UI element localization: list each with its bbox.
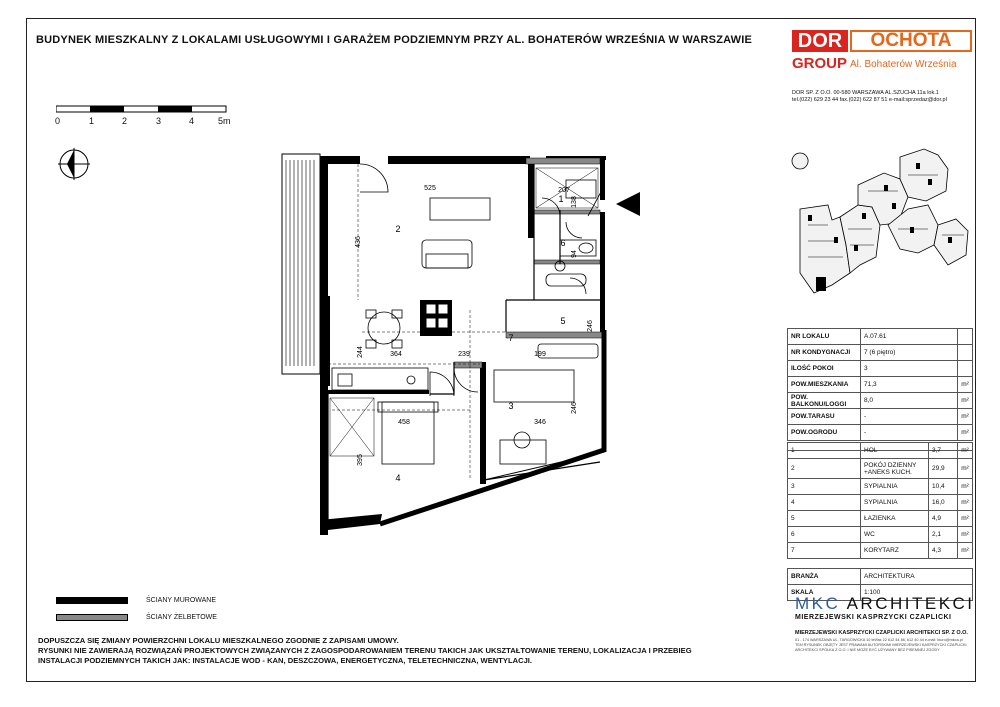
room-unit: m² — [958, 479, 973, 495]
room-number-6: 6 — [560, 238, 566, 248]
dimension: 239 — [458, 351, 470, 358]
table-row — [788, 329, 973, 345]
architect-small-print: 01 - 174 WARSZAWA UL. TARGOWICKA 10 tel/fax 22 612 44 86, 612 40 44 e-mail: biuro@mkca.pl TEN RYSUNEK OBJĘTY JEST PRAWAMI AUTORSKIMI MIERZEJEWSKI KASPRZYCKI CZAPLICKI ARCHITEKCI SPÓŁKA Z O.O. I NIE MOŻE BYĆ UŻYWANY BEZ PISEMNEJ ZGODY — [795, 638, 967, 652]
legend-masonry — [56, 597, 216, 604]
architect-names: MIERZEJEWSKI KASPRZYCKI CZAPLICKI — [795, 614, 952, 621]
table-row — [788, 543, 973, 559]
room-unit: m² — [958, 459, 973, 479]
table-row — [788, 459, 973, 479]
notes — [38, 636, 692, 666]
table-row — [788, 569, 973, 585]
info-unit — [958, 345, 973, 361]
room-number: 1 — [788, 443, 861, 459]
sheet-title: BUDYNEK MIESZKALNY Z LOKALAMI USŁUGOWYMI I GARAŻEM PODZIEMNYM PRZY AL. BOHATERÓW WRZEŚNIA W WARSZAWIE — [36, 34, 753, 46]
room-number-4: 4 — [395, 473, 401, 483]
architect-firm: MIERZEJEWSKI KASPRZYCKI CZAPLICKI ARCHITEKCI SP. Z O.O. — [795, 630, 968, 636]
contact-info — [792, 90, 947, 104]
dimension: 207 — [558, 187, 570, 194]
room-number: 3 — [788, 479, 861, 495]
table-row — [788, 377, 973, 393]
info-label: POW.OGRODU — [788, 425, 861, 441]
dimension: 199 — [534, 351, 546, 358]
room-unit: m² — [958, 495, 973, 511]
room-number: 5 — [788, 511, 861, 527]
legend-swatch-black — [56, 597, 128, 604]
skala-label: SKALA — [788, 585, 861, 601]
furniture — [332, 180, 598, 464]
info-label: ILOŚĆ POKOI — [788, 361, 861, 377]
scale-label: 1 — [89, 116, 95, 126]
architekci-word: ARCHITEKCI — [846, 594, 975, 613]
logo-street: Al. Bohaterów Września — [850, 59, 957, 70]
spacer-cell — [788, 559, 973, 569]
dimension: 246 — [587, 320, 594, 332]
room-area: 4,3 — [929, 543, 958, 559]
contact-line: DOR SP. Z O.O. 00-580 WARSZAWA AL.SZUCHA 11a lok.1 — [792, 90, 939, 96]
info-value: - — [861, 409, 958, 425]
scale-label: 3 — [156, 116, 162, 126]
balcony — [282, 154, 320, 374]
scale-bar — [56, 104, 236, 116]
room-number-7: 7 — [508, 333, 514, 343]
table-spacer — [788, 559, 973, 569]
table-row — [788, 479, 973, 495]
table-row — [788, 361, 973, 377]
info-label: NR LOKALU — [788, 329, 861, 345]
room-name: ŁAZIENKA — [861, 511, 929, 527]
exterior-diagonal-wall — [380, 330, 604, 524]
room-name: HOL — [861, 443, 929, 459]
note-line: INSTALACJI PODZIEMNYCH TAKICH JAK: INSTALACJE WOD - KAN, DESZCZOWA, ENERGETYCZNA, TELETECHNICZNA, WENTYLACJI. — [38, 656, 533, 665]
dimension: 436 — [355, 236, 362, 248]
legend-concrete — [56, 614, 217, 621]
room-number-2: 2 — [395, 224, 401, 234]
dimension: 525 — [424, 185, 436, 192]
info-value: 3 — [861, 361, 958, 377]
entrance-arrow-icon — [616, 192, 640, 216]
info-value: - — [861, 425, 958, 441]
room-area: 16,0 — [929, 495, 958, 511]
mkc-logo — [795, 594, 975, 614]
info-value: 71,3 — [861, 377, 958, 393]
note-line: RYSUNKI NIE ZAWIERAJĄ ROZWIĄZAŃ PROJEKTOWYCH ZWIĄZANYCH Z ZAGOSPODAROWANIEM TERENU TAKICH JAK UKSZTAŁTOWANIE TERENU, LOKALIZACJA I PRZEBIEG — [38, 646, 692, 655]
table-row — [788, 527, 973, 543]
scale-label: 2 — [122, 116, 128, 126]
dimension: 395 — [357, 454, 364, 466]
room-number-3: 3 — [508, 401, 514, 411]
info-value: A.07.61 — [861, 329, 958, 345]
room-area: 4,9 — [929, 511, 958, 527]
branza-label: BRANŻA — [788, 569, 861, 585]
room-unit: m² — [958, 527, 973, 543]
room-number: 6 — [788, 527, 861, 543]
table-row — [788, 409, 973, 425]
key-plan — [788, 145, 974, 300]
room-unit: m² — [958, 543, 973, 559]
branza-value: ARCHITEKTURA — [861, 569, 973, 585]
room-area: 29,9 — [929, 459, 958, 479]
table-row — [788, 495, 973, 511]
room-name: SYPIALNIA — [861, 479, 929, 495]
room-number: 2 — [788, 459, 861, 479]
info-value: 8,0 — [861, 393, 958, 409]
room-list-table — [787, 442, 973, 601]
scale-label: 0 — [55, 116, 61, 126]
room-area: 10,4 — [929, 479, 958, 495]
dimension: 138 — [571, 196, 578, 208]
table-row — [788, 443, 973, 459]
scale-label: 4 — [189, 116, 195, 126]
info-value: 7 (6 piętro) — [861, 345, 958, 361]
info-unit: m² — [958, 393, 973, 409]
table-row — [788, 511, 973, 527]
room-unit: m² — [958, 511, 973, 527]
apartment-info-table — [787, 328, 973, 451]
dimension: 364 — [390, 351, 402, 358]
info-unit: m² — [958, 409, 973, 425]
info-unit: m² — [958, 377, 973, 393]
room-unit: m² — [958, 443, 973, 459]
dimension: 246 — [571, 402, 578, 414]
info-label: NR KONDYGNACJI — [788, 345, 861, 361]
logo-dor: DOR — [792, 30, 848, 52]
mkc-letters: MKC — [795, 594, 841, 613]
skala-value: 1:100 — [861, 585, 973, 601]
room-area: 2,1 — [929, 527, 958, 543]
info-label: POW. BALKONU/LOGGI — [788, 393, 861, 409]
info-label: POW.TARASU — [788, 409, 861, 425]
room-number: 7 — [788, 543, 861, 559]
dimension: 458 — [398, 419, 410, 426]
room-name: SYPIALNIA — [861, 495, 929, 511]
window-line — [484, 452, 604, 480]
table-row — [788, 345, 973, 361]
room-name: KORYTARZ — [861, 543, 929, 559]
doors — [360, 164, 602, 396]
info-label: POW.MIESZKANIA — [788, 377, 861, 393]
floor-plan — [270, 150, 650, 535]
info-unit — [958, 329, 973, 345]
contact-line: tel.(022) 629 23 44 fax.(022) 622 87 51 e-mail:sprzedaz@dor.pl — [792, 97, 947, 103]
compass-icon — [58, 144, 94, 184]
scale-label: 5m — [218, 116, 231, 126]
room-name: WC — [861, 527, 929, 543]
room-number-1: 1 — [558, 194, 564, 204]
note-line: DOPUSZCZA SIĘ ZMIANY POWIERZCHNI LOKALU MIESZKALNEGO ZGODNIE Z ZAPISAMI UMOWY. — [38, 636, 399, 645]
room-area: 3,7 — [929, 443, 958, 459]
dimension-labels — [355, 185, 594, 466]
dimension: 94 — [571, 250, 578, 258]
room-name: POKÓJ DZIENNY +ANEKS KUCH. — [861, 459, 929, 479]
info-unit: m² — [958, 425, 973, 441]
legend-label: ŚCIANY ŻELBETOWE — [146, 614, 217, 621]
dashed-lines — [328, 164, 506, 480]
info-unit — [958, 361, 973, 377]
legend-swatch-grey — [56, 614, 128, 621]
logo-ochota: OCHOTA — [850, 30, 972, 52]
logo-group: GROUP — [792, 55, 848, 72]
room-number: 4 — [788, 495, 861, 511]
table-row — [788, 393, 973, 409]
dimension: 244 — [357, 346, 364, 358]
dimension: 346 — [534, 419, 546, 426]
room-number-5: 5 — [560, 316, 566, 326]
legend-label: ŚCIANY MUROWANE — [146, 597, 217, 604]
table-row — [788, 425, 973, 441]
